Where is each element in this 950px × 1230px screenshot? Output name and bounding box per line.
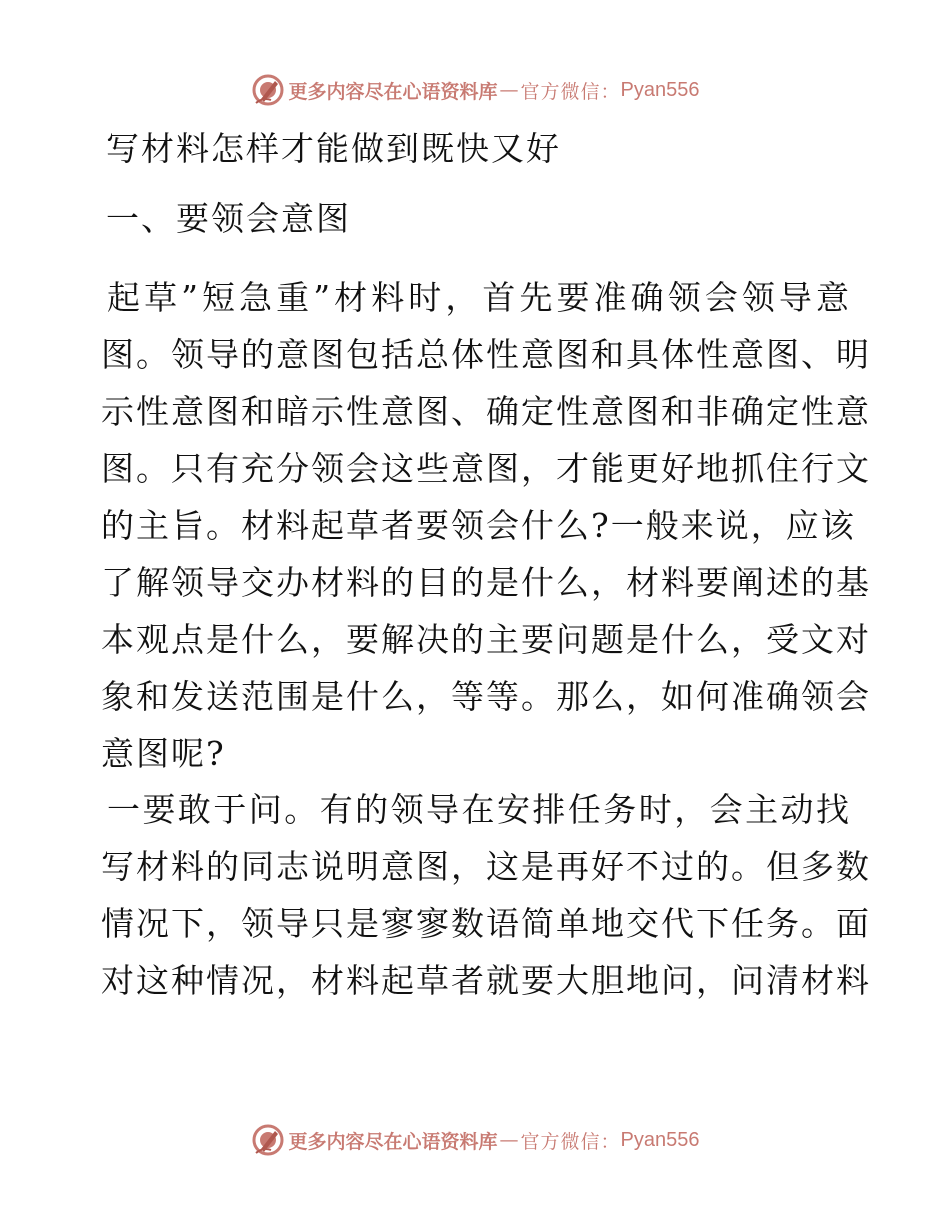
paragraph-line: 对这种情况，材料起草者就要大胆地问，问清材料 xyxy=(101,961,871,1000)
paragraph-line: 情况下，领导只是寥寥数语简单地交代下任务。面 xyxy=(101,904,871,943)
paragraph-1 xyxy=(101,269,871,782)
paragraph-line: 起草”短急重”材料时，首先要准确领会领导意 xyxy=(107,278,851,317)
wechat-label: 官方微信： xyxy=(520,1130,621,1153)
promo-separator: — xyxy=(499,79,519,101)
pen-logo-icon xyxy=(251,1123,285,1157)
paragraph-line: 一要敢于问。有的领导在安排任务时，会主动找 xyxy=(107,790,851,829)
header-watermark xyxy=(0,70,950,110)
promo-text: 更多内容尽在心语资料库 xyxy=(288,1130,498,1153)
paragraph-line: 意图呢? xyxy=(101,734,226,773)
wechat-id: Pyan556 xyxy=(620,1128,700,1151)
pen-logo-icon xyxy=(251,73,285,107)
promo-text: 更多内容尽在心语资料库 xyxy=(288,80,498,103)
paragraph-line: 示性意图和暗示性意图、确定性意图和非确定性意 xyxy=(101,392,871,431)
section-heading: 一、要领会意图 xyxy=(106,199,351,238)
paragraph-line: 写材料的同志说明意图，这是再好不过的。但多数 xyxy=(101,847,871,886)
paragraph-line: 图。只有充分领会这些意图，才能更好地抓住行文 xyxy=(101,449,871,488)
paragraph-line: 本观点是什么，要解决的主要问题是什么，受文对 xyxy=(101,620,871,659)
paragraph-2 xyxy=(101,781,871,1009)
wechat-id: Pyan556 xyxy=(620,78,700,101)
paragraph-line: 了解领导交办材料的目的是什么，材料要阐述的基 xyxy=(101,563,871,602)
footer-watermark xyxy=(0,1120,950,1160)
promo-separator: — xyxy=(499,1129,519,1151)
document-title: 写材料怎样才能做到既快又好 xyxy=(106,129,561,168)
wechat-label: 官方微信： xyxy=(520,80,621,103)
paragraph-line: 象和发送范围是什么，等等。那么，如何准确领会 xyxy=(101,677,871,716)
paragraph-line: 的主旨。材料起草者要领会什么?一般来说，应该 xyxy=(101,506,856,545)
paragraph-line: 图。领导的意图包括总体性意图和具体性意图、明 xyxy=(101,335,871,374)
